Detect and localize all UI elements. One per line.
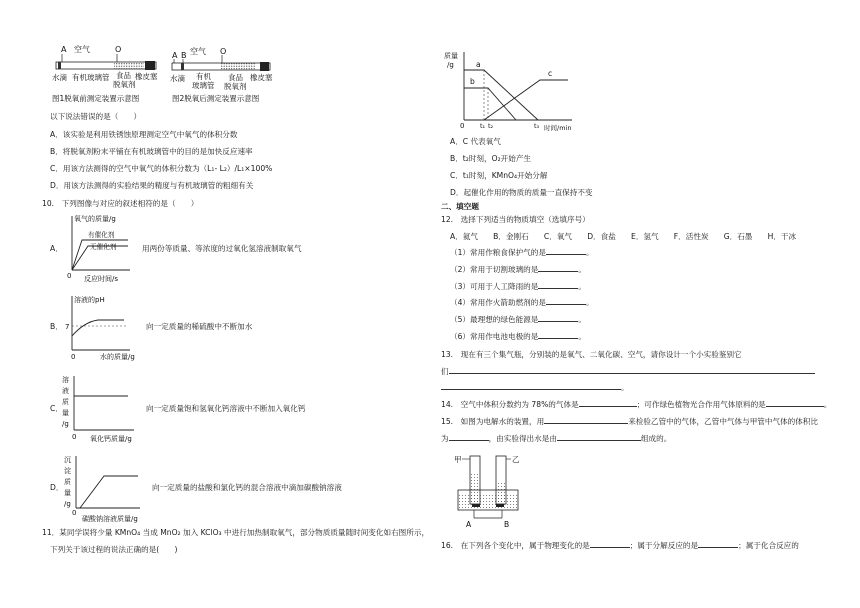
- q10-d-origin: 0: [72, 509, 77, 517]
- q12-item-1-text: （1）常用作粮食保护气的是: [450, 248, 546, 257]
- apparatus-yi: 乙: [512, 455, 520, 464]
- fig1-label-a: A: [61, 45, 67, 54]
- q11-chart-t1: t₁: [480, 122, 486, 130]
- q10-d-ylabel-2: 淀: [64, 467, 71, 475]
- q9-option-a: A．该实验是利用铁锈蚀原理测定空气中氧气的体积分数: [50, 130, 238, 139]
- q15-e: 组成的。: [640, 434, 672, 443]
- q16-b: ；属于分解反应的是: [629, 541, 699, 550]
- fig1-label-o: O: [115, 45, 122, 54]
- q10-d-label: D．: [50, 483, 64, 492]
- q10-c-graph: [60, 372, 142, 444]
- q12-end-5: 。: [578, 315, 586, 324]
- q12-end-2: 。: [578, 265, 586, 274]
- q10-a-label: A．: [50, 244, 63, 253]
- q11-chart-ylabel1: 质量: [444, 52, 458, 60]
- q10-c-ylabel-4: 量: [62, 409, 69, 417]
- q9-option-b: B．将脱氧剂粉末平铺在有机玻璃管中的目的是加快反应速率: [50, 147, 253, 156]
- q10-b-graph: [64, 290, 134, 362]
- q10-d-ylabel-3: 质: [64, 478, 71, 486]
- q11-chart-t3: t₃: [534, 122, 540, 130]
- q15-blank-1[interactable]: [544, 423, 628, 424]
- q10-c-ylabel-2: 液: [62, 387, 69, 395]
- fig1-label-food2: 脱氧剂: [113, 80, 136, 89]
- q9-option-d: D．用该方法测得的实验结果的精度与有机玻璃管的粗细有关: [50, 181, 254, 190]
- fig2-label-air: 空气: [190, 47, 206, 56]
- fig2-label-a: A: [172, 51, 178, 60]
- q11-chart-xlabel: 时间/min: [544, 124, 572, 132]
- q12-item-4-text: （4）常用作火箭助燃剂的是: [450, 298, 546, 307]
- q10-c-desc: 向一定质量饱和氢氧化钙溶液中不断加入氧化钙: [146, 404, 306, 413]
- q13-line3: [441, 384, 629, 392]
- fig1-label-water: 水滴: [52, 73, 67, 82]
- fig2-label-tube2: 玻璃管: [192, 81, 215, 90]
- q15-blank-2[interactable]: [449, 440, 489, 441]
- q10-d-desc: 向一定质量的盐酸和氯化钙的混合溶液中滴加碳酸钠溶液: [152, 483, 342, 492]
- q16-blank-2[interactable]: [698, 547, 738, 548]
- fig2-label-tube1: 有机: [196, 72, 211, 81]
- q10-a-ylabel: 氧气的质量/g: [74, 215, 116, 223]
- q12-blank-4[interactable]: [546, 304, 586, 305]
- q12-item-5-text: （5）最理想的绿色能源是: [450, 315, 539, 324]
- q15-a: 15. 如图为电解水的装置，用: [441, 417, 545, 426]
- fig1-label-food1: 食品: [116, 71, 131, 80]
- q12-stem: 12. 选择下列适当的物质填空（选填序号）: [441, 215, 590, 224]
- q10-d-ylabel-5: /g: [64, 500, 71, 508]
- q10-c-ylabel-5: /g: [62, 420, 69, 428]
- q11-line2: 下列关于该过程的说法正确的是( ): [50, 545, 178, 554]
- q10-b-tick7: 7: [65, 323, 70, 331]
- q11-chart-ylabel2: /g: [447, 61, 454, 69]
- q12-blank-6[interactable]: [538, 338, 578, 339]
- q11-chart: [440, 40, 580, 132]
- q10-b-xlabel: 水的质量/g: [100, 353, 135, 361]
- q10-b-label: B．: [50, 322, 63, 331]
- q12-item-4: [450, 299, 594, 307]
- q10-b-ylabel: 溶液的pH: [74, 296, 105, 304]
- apparatus-a: A: [466, 520, 472, 529]
- q12-end-6: 。: [578, 332, 586, 341]
- fig1-label-stopper: 橡皮塞: [135, 72, 158, 81]
- q11-option-b: B．t₂时刻，O₂开始产生: [450, 154, 532, 163]
- section-2-heading: 二、填空题: [441, 202, 479, 211]
- q10-c-xlabel: 氧化钙质量/g: [90, 435, 132, 443]
- q10-d-graph: [60, 452, 152, 524]
- q10-stem: 10. 下列图像与对应的叙述相符的是（ ）: [42, 199, 199, 208]
- q15-line2: [441, 435, 671, 443]
- fig2-label-food2: 脱氧剂: [224, 82, 247, 91]
- q10-b-origin: 0: [71, 353, 76, 361]
- q10-d-ylabel-4: 量: [64, 489, 71, 497]
- q9-option-c: C．用该方法测得的空气中氧气的体积分数为（L₁- L₂）/L₁×100%: [50, 164, 273, 173]
- q12-end-3: 。: [578, 282, 586, 291]
- q12-item-3-text: （3）可用于人工降雨的是: [450, 282, 539, 291]
- q13-line1: 13. 现在有三个集气瓶，分别装的是氧气、二氧化碳、空气，请你设计一个小实验鉴别它: [441, 350, 742, 359]
- figure-2-apparatus: [168, 40, 280, 106]
- q12-choices: A．氦气 B．金刚石 C．氧气 D．食盐 E．氢气 F．活性炭 G．石墨 H．干冰: [450, 232, 797, 241]
- q10-c-origin: 0: [72, 433, 77, 441]
- q12-item-2-text: （2）常用于切割玻璃的是: [450, 265, 539, 274]
- q12-item-1: [450, 249, 594, 257]
- fig1-label-tube: 有机玻璃管: [72, 73, 110, 82]
- q14-blank-1[interactable]: [579, 406, 637, 407]
- q11-option-d: D．起催化作用的物质的质量一直保持不变: [450, 188, 593, 197]
- apparatus-b: B: [504, 520, 510, 529]
- q11-chart-origin: 0: [460, 122, 465, 130]
- q14-blank-2[interactable]: [766, 406, 824, 407]
- q10-a-graph: [64, 212, 134, 284]
- q12-item-6: [450, 333, 586, 341]
- q10-a-origin: 0: [67, 272, 72, 280]
- q12-blank-5[interactable]: [538, 321, 578, 322]
- q15-blank-3[interactable]: [557, 440, 641, 441]
- q12-item-6-text: （6）常用作电池电极的是: [450, 332, 539, 341]
- q12-blank-1[interactable]: [546, 254, 586, 255]
- q10-b-desc: 向一定质量的稀硫酸中不断加水: [146, 322, 253, 331]
- q12-blank-2[interactable]: [538, 271, 578, 272]
- q13-blank-a[interactable]: [449, 373, 815, 374]
- fig2-label-o: O: [220, 47, 227, 56]
- q10-c-ylabel-1: 溶: [62, 376, 69, 384]
- apparatus-jia: 甲: [454, 455, 462, 464]
- figure-1-apparatus: [48, 40, 163, 106]
- q13-end: 。: [621, 383, 629, 392]
- q10-a-series2: 无催化剂: [90, 243, 117, 251]
- q10-a-series1: 有催化剂: [88, 231, 115, 239]
- q11-option-a: A．C 代表氧气: [450, 137, 501, 146]
- q10-c-label: C．: [50, 404, 63, 413]
- q15-c: 为: [441, 434, 449, 443]
- q14-a: 14. 空气中体积分数约为 78%的气体是: [441, 400, 579, 409]
- electrolysis-apparatus: [452, 452, 528, 532]
- q15-b: 来检验乙管中的气体，乙管中气体与甲管中气体的体积比: [628, 417, 819, 426]
- q13-line2: [441, 368, 815, 376]
- fig1-caption: 图1脱氧前测定装置示意图: [52, 94, 140, 103]
- q16-blank-1[interactable]: [590, 547, 630, 548]
- fig2-label-water: 水滴: [170, 74, 185, 83]
- q15-d: ，由实验得出水是由: [488, 434, 557, 443]
- fig2-label-stopper: 橡皮塞: [250, 73, 273, 82]
- fig2-label-b: B: [181, 51, 187, 60]
- q10-d-ylabel-1: 沉: [64, 456, 71, 464]
- q11-line1: 11．某同学误将少量 KMnO₄ 当成 MnO₂ 加入 KClO₃ 中进行加热制取氧气，部分物质质量随时间变化如右图所示，: [42, 528, 430, 537]
- q14-b: ；可作绿色植物光合作用气体原料的是: [636, 400, 766, 409]
- fig2-label-food1: 食品: [228, 73, 243, 82]
- q11-chart-a: a: [476, 60, 481, 69]
- fig2-caption: 图2脱氧后测定装置示意图: [172, 94, 260, 103]
- q14: [441, 401, 831, 409]
- q10-d-xlabel: 碳酸钠溶液质量/g: [82, 515, 138, 523]
- q16-a: 16. 在下列各个变化中，属于物理变化的是: [441, 541, 590, 550]
- q10-a-xlabel: 反应时间/s: [84, 275, 119, 283]
- q12-blank-3[interactable]: [538, 288, 578, 289]
- q12-item-5: [450, 316, 586, 324]
- q10-c-ylabel-3: 质: [62, 398, 69, 406]
- q12-item-2: [450, 266, 586, 274]
- q16: [441, 542, 799, 550]
- q11-chart-t2: t₂: [488, 122, 494, 130]
- q13-blank-b[interactable]: [441, 389, 621, 390]
- q12-end-1: 。: [585, 248, 594, 257]
- q11-option-c: C．t₁时刻，KMnO₄开始分解: [450, 171, 548, 180]
- q14-end: 。: [823, 400, 832, 409]
- q16-c: ；属于化合反应的: [738, 541, 799, 550]
- fig1-label-air: 空气: [74, 45, 90, 54]
- q12-end-4: 。: [585, 298, 594, 307]
- q9-stem: 以下说法错误的是（ ）: [50, 112, 142, 121]
- q11-chart-b: b: [470, 77, 475, 86]
- q12-item-3: [450, 283, 586, 291]
- q11-chart-c: c: [548, 69, 553, 78]
- q13-line2-text: 们: [441, 367, 449, 376]
- q15-line1: [441, 418, 818, 426]
- q10-a-desc: 用两份等质量、等浓度的过氧化氢溶液制取氧气: [142, 244, 302, 253]
